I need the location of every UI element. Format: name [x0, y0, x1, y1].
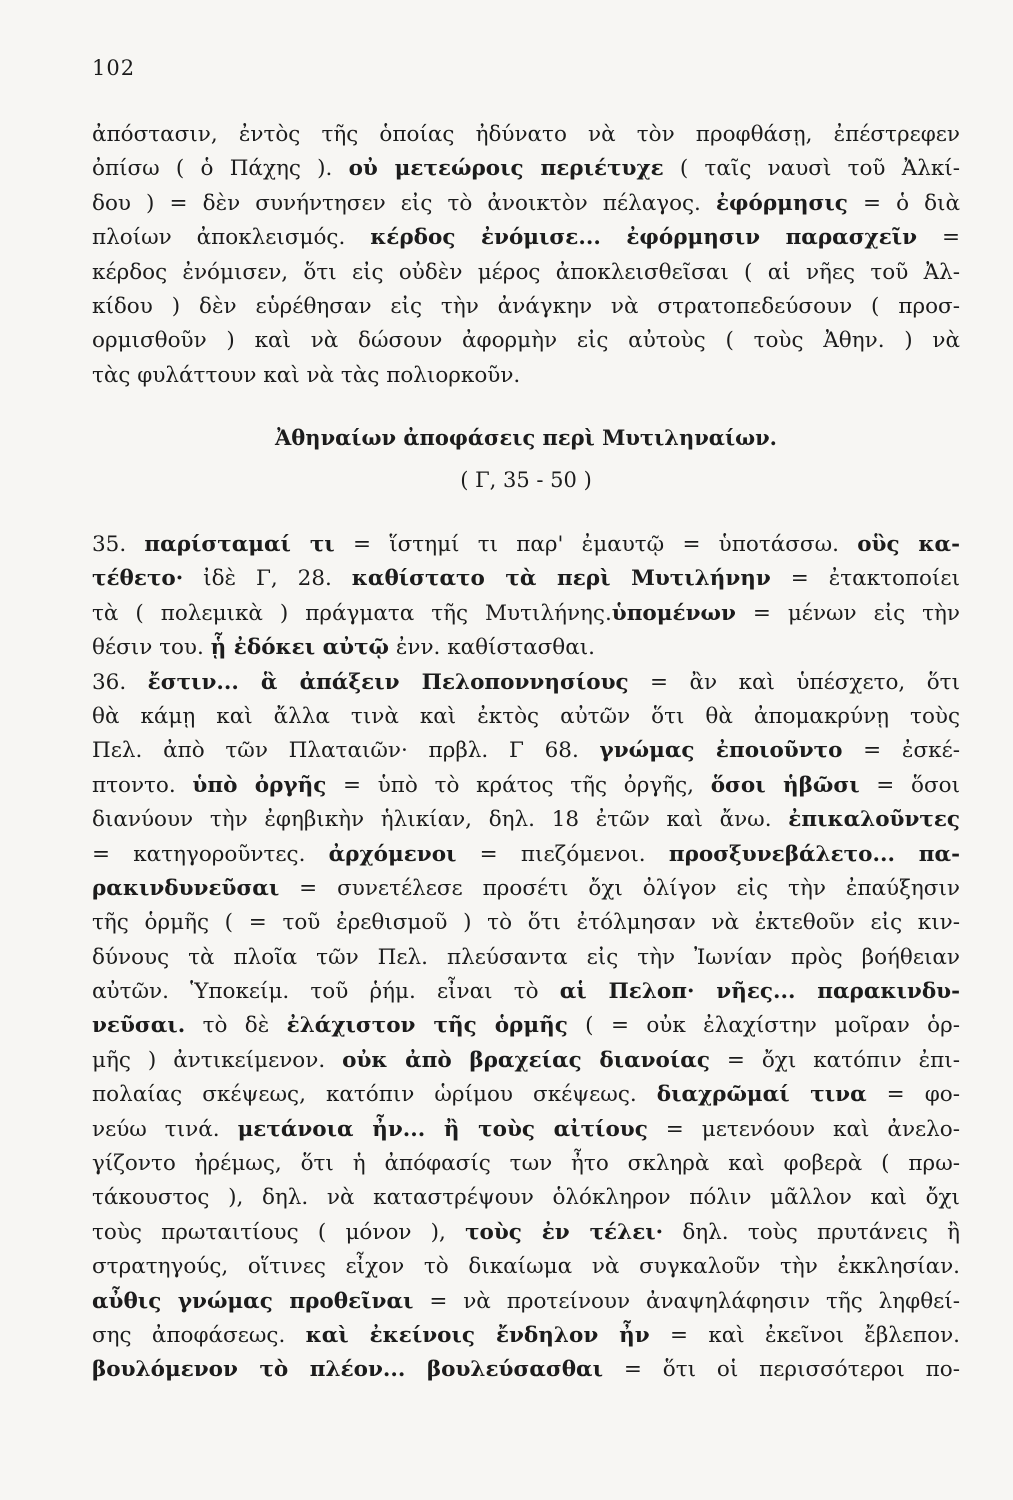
text-line: τέθετο· ἰδὲ Γ, 28. καθίστατο τὰ περὶ Μυτιλήνην = ἐτακτοποίει: [92, 566, 960, 592]
text-line: πτοντο. ὑπὸ ὀργῆς = ὑπὸ τὸ κράτος τῆς ὀργῆς, ὅσοι ἡβῶσι = ὅσοι: [92, 772, 961, 798]
text-line: κέρδος ἐνόμισεν, ὅτι εἰς οὐδὲν μέρος ἀποκλεισθεῖσαι ( αἱ νῆες τοῦ Ἀλ-: [92, 259, 960, 285]
bold-term: ἐλάχιστον τῆς ὁρμῆς: [286, 1013, 568, 1039]
text-line: αὖθις γνώμας προθεῖναι = νὰ προτείνουν ἀναψηλάφησιν τῆς ληφθεί-: [92, 1288, 961, 1314]
bold-term: ἀρχόμενοι: [328, 841, 457, 867]
bold-term: ἐφόρμησις: [715, 190, 848, 216]
bold-term: μετάνοια ἦν... ἢ τοὺς αἰτίους: [237, 1116, 648, 1142]
text-line: νεύω τινά. μετάνοια ἦν... ἢ τοὺς αἰτίους = μετενόουν καὶ ἀνελο-: [92, 1116, 960, 1142]
text-line: 36. ἔστιν... ἃ ἀπάξειν Πελοποννησίους = ἂν καὶ ὑπέσχετο, ὅτι: [92, 669, 960, 695]
section-reference: ( Γ, 35 - 50 ): [460, 468, 592, 492]
bold-term: ὅσοι ἡβῶσι: [710, 772, 860, 798]
bold-term: τοὺς ἐν τέλει·: [465, 1219, 664, 1245]
bold-term: ᾗ ἐδόκει αὐτῷ: [210, 635, 390, 661]
bold-term: ἔστιν... ἃ ἀπάξειν Πελοποννησίους: [147, 669, 629, 695]
bold-term: τέθετο·: [92, 566, 184, 592]
bold-term: ρακινδυνεῦσαι: [92, 875, 280, 901]
bold-term: διαχρῶμαί τινα: [656, 1082, 867, 1108]
paragraph-commentary: [92, 528, 960, 1388]
text-line: βουλόμενον τὸ πλέον... βουλεύσασθαι = ὅτι οἱ περισσότεροι πο-: [92, 1357, 960, 1383]
text-line: δου ) = δὲν συνήντησεν εἰς τὸ ἀνοικτὸν πέλαγος. ἐφόρμησις = ὁ διὰ: [92, 190, 960, 216]
text-line: ὀπίσω ( ὁ Πάχης ). οὐ μετεώροις περιέτυχε ( ταῖς ναυσὶ τοῦ Ἀλκί-: [92, 156, 960, 182]
text-line: 35. παρίσταμαί τι = ἵστημί τι παρ' ἐμαυτῷ = ὑποτάσσω. οὓς κα-: [92, 532, 961, 557]
bold-term: αἱ Πελοπ· νῆες... παρακινδυ-: [559, 979, 960, 1005]
text-line: τάκουστος ), δηλ. νὰ καταστρέψουν ὁλόκληρον πόλιν μᾶλλον καὶ ὄχι: [92, 1185, 960, 1211]
bold-term: παρίσταμαί τι: [144, 532, 335, 557]
text-line: τοὺς πρωταιτίους ( μόνον ), τοὺς ἐν τέλει· δηλ. τοὺς πρυτάνεις ἢ: [92, 1219, 960, 1245]
bold-term: κέρδος ἐνόμισε... ἐφόρμησιν παρασχεῖν: [370, 225, 918, 251]
text-line: θέσιν του. ᾗ ἐδόκει αὐτῷ ἐνν. καθίστασθαι.: [92, 635, 596, 661]
bold-term: ὑπομένων: [611, 600, 736, 626]
text-line: γίζοντο ἠρέμως, ὅτι ἡ ἀπόφασίς των ἦτο σκληρὰ καὶ φοβερὰ ( πρω-: [92, 1151, 960, 1177]
text-line: τῆς ὁρμῆς ( = τοῦ ἐρεθισμοῦ ) τὸ ὅτι ἐτόλμησαν νὰ ἐκτεθοῦν εἰς κιν-: [92, 910, 960, 936]
bold-term: προσξυνεβάλετο... πα-: [668, 841, 961, 867]
text-line: πολαίας σκέψεως, κατόπιν ὡρίμου σκέψεως. διαχρῶμαί τινα = φο-: [92, 1082, 960, 1108]
text-line: διανύουν τὴν ἐφηβικὴν ἡλικίαν, δηλ. 18 ἐτῶν καὶ ἄνω. ἐπικαλοῦντες: [92, 807, 960, 833]
bold-term: νεῦσαι.: [92, 1013, 186, 1039]
text-line: τὰ ( πολεμικὰ ) πράγματα τῆς Μυτιλήνης.ὑπομένων = μένων εἰς τὴν: [92, 600, 960, 626]
section-heading: Ἀθηναίων ἀποφάσεις περὶ Μυτιληναίων.: [275, 425, 777, 450]
text-line: μῆς ) ἀντικείμενον. οὐκ ἀπὸ βραχείας διανοίας = ὄχι κατόπιν ἐπι-: [92, 1047, 960, 1073]
text-line: πλοίων ἀποκλεισμός. κέρδος ἐνόμισε... ἐφόρμησιν παρασχεῖν =: [92, 225, 960, 251]
bold-term: καὶ ἐκείνοις ἔνδηλον ἦν: [305, 1322, 650, 1348]
bold-term: αὖθις γνώμας προθεῖναι: [92, 1288, 414, 1314]
text-line: κίδου ) δὲν εὑρέθησαν εἰς τὴν ἀνάγκην νὰ στρατοπεδεύσουν ( προσ-: [92, 293, 960, 319]
bold-term: ὑπὸ ὀργῆς: [192, 772, 327, 798]
text-line: Πελ. ἀπὸ τῶν Πλαταιῶν· πρβλ. Γ 68. γνώμας ἐποιοῦντο = ἐσκέ-: [92, 738, 960, 764]
text-line: = κατηγοροῦντες. ἀρχόμενοι = πιεζόμενοι. προσξυνεβάλετο... πα-: [92, 841, 961, 867]
text-line: ρακινδυνεῦσαι = συνετέλεσε προσέτι ὄχι ὀλίγον εἰς τὴν ἐπαύξησιν: [92, 875, 960, 901]
page-number: 102: [92, 56, 136, 80]
text-line: ἀπόστασιν, ἐντὸς τῆς ὁποίας ἠδύνατο νὰ τὸν προφθάσῃ, ἐπέστρεφεν: [92, 122, 960, 147]
paragraph-intro: [92, 118, 960, 393]
text-line: στρατηγούς, οἵτινες εἶχον τὸ δικαίωμα νὰ συγκαλοῦν τὴν ἐκκλησίαν.: [92, 1254, 960, 1280]
text-line: αὐτῶν. Ὑποκείμ. τοῦ ῥήμ. εἶναι τὸ αἱ Πελοπ· νῆες... παρακινδυ-: [92, 979, 960, 1005]
bold-term: γνώμας ἐποιοῦντο: [599, 738, 843, 764]
bold-term: ἐπικαλοῦντες: [788, 807, 960, 833]
bold-term: οὓς κα-: [857, 532, 961, 557]
bold-term: βουλόμενον τὸ πλέον... βουλεύσασθαι: [92, 1357, 604, 1383]
text-line: θὰ κάμῃ καὶ ἄλλα τινὰ καὶ ἐκτὸς αὐτῶν ὅτι θὰ ἀπομακρύνῃ τοὺς: [92, 703, 960, 729]
text-line: νεῦσαι. τὸ δὲ ἐλάχιστον τῆς ὁρμῆς ( = οὐκ ἐλαχίστην μοῖραν ὁρ-: [92, 1013, 960, 1039]
bold-term: οὐκ ἀπὸ βραχείας διανοίας: [342, 1047, 710, 1073]
text-line: δύνους τὰ πλοῖα τῶν Πελ. πλεύσαντα εἰς τὴν Ἰωνίαν πρὸς βοήθειαν: [92, 944, 960, 970]
bold-term: καθίστατο τὰ περὶ Μυτιλήνην: [351, 566, 771, 592]
bold-term: οὐ μετεώροις περιέτυχε: [348, 156, 664, 182]
text-line: σης ἀποφάσεως. καὶ ἐκείνοις ἔνδηλον ἦν = καὶ ἐκεῖνοι ἔβλεπον.: [92, 1322, 961, 1348]
text-line: τὰς φυλάττουν καὶ νὰ τὰς πολιορκοῦν.: [92, 362, 521, 388]
text-line: ορμισθοῦν ) καὶ νὰ δώσουν ἀφορμὴν εἰς αὐτοὺς ( τοὺς Ἀθην. ) νὰ: [92, 328, 960, 354]
